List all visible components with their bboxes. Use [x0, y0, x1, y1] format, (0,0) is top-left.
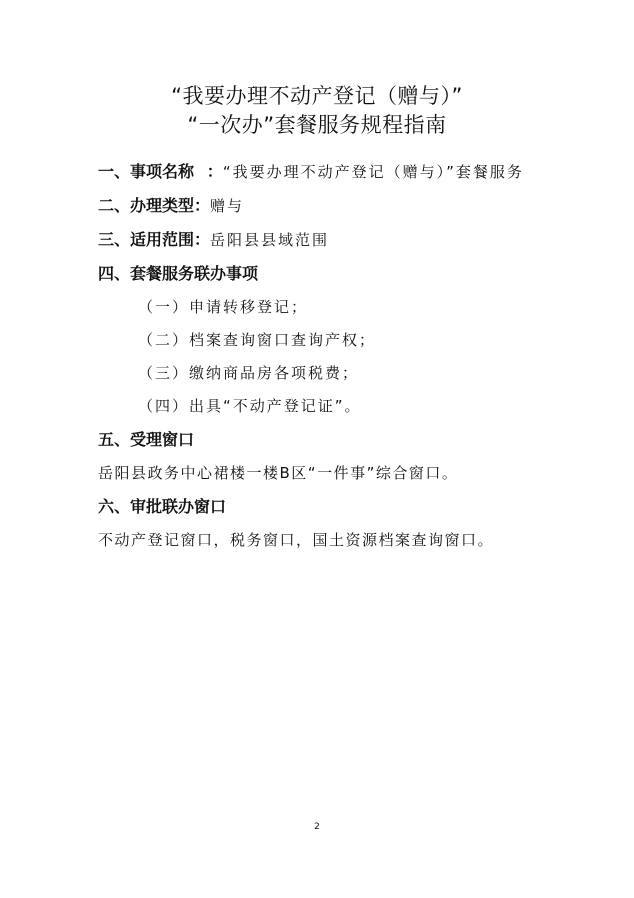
- section-scope: [98, 230, 329, 250]
- section-item-name: [98, 162, 524, 182]
- section-separator: ：: [194, 196, 211, 215]
- section-heading-acceptance-window: 五、受理窗口: [98, 430, 195, 449]
- section-joint-items: [98, 264, 258, 284]
- section-acceptance-window: [98, 430, 194, 450]
- list-item: （四）出具“不动产登记证”。: [138, 397, 362, 415]
- document-title-line1: “我要办理不动产登记（赠与）”: [171, 84, 463, 108]
- section-heading-scope: 三、适用范围: [98, 230, 195, 249]
- section-heading-joint-items: 四、套餐服务联办事项: [98, 264, 259, 283]
- document-title-line2: “一次办”套餐服务规程指南: [187, 113, 447, 137]
- list-item: （二）档案查询窗口查询产权；: [138, 331, 377, 349]
- section-body-acceptance-window: 岳阳县政务中心裙楼一楼B区“一件事”综合窗口。: [98, 464, 459, 482]
- section-separator: ：: [194, 230, 211, 249]
- section-handling-type: [98, 196, 244, 216]
- list-item: （三）缴纳商品房各项税费；: [138, 364, 360, 382]
- section-value-item-name: “我要办理不动产登记（赠与）”套餐服务: [222, 163, 524, 181]
- section-heading-handling-type: 二、办理类型: [98, 196, 195, 215]
- section-heading-approval-window: 六、审批联办窗口: [98, 497, 227, 516]
- list-item: （一）申请转移登记；: [138, 298, 309, 316]
- section-approval-window: [98, 497, 226, 517]
- section-separator: ：: [206, 162, 223, 181]
- section-value-handling-type: 赠与: [210, 197, 245, 215]
- page-number: 2: [314, 822, 320, 832]
- section-value-scope: 岳阳县县域范围: [210, 231, 330, 249]
- section-heading-item-name: 一、事项名称: [98, 162, 195, 181]
- section-body-approval-window: 不动产登记窗口，税务窗口，国土资源档案查询窗口。: [98, 531, 495, 549]
